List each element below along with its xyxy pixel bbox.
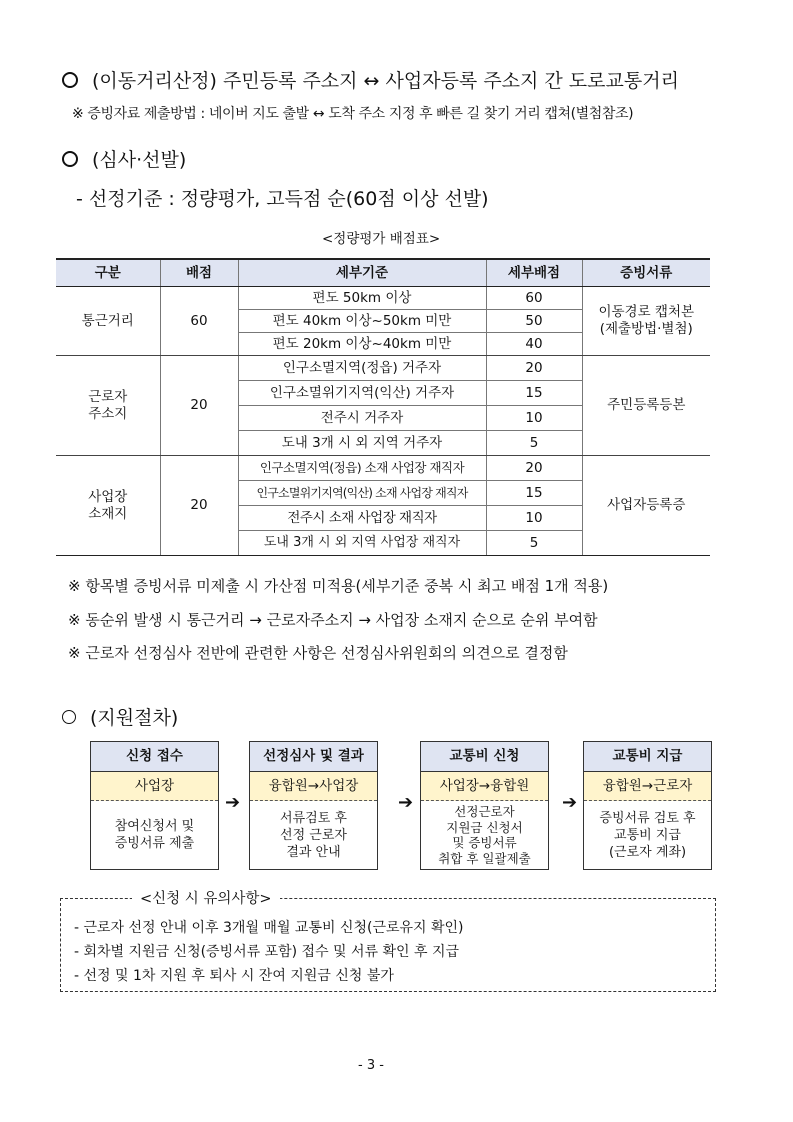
page-number: - 3 - bbox=[358, 1058, 384, 1073]
step-description: 서류검토 후 선정 근로자 결과 안내 bbox=[280, 810, 347, 860]
points-cell: 10 bbox=[486, 406, 582, 431]
circle-bullet-icon bbox=[62, 72, 78, 88]
evidence-note: ※ 증빙자료 제출방법 : 네이버 지도 출발 ↔ 도착 주소 지정 후 빠른 길 찾기 거리 캡쳐(별첨참조) bbox=[72, 106, 634, 122]
table-caption: <정량평가 배점표> bbox=[322, 231, 441, 247]
table-note: ※ 항목별 증빙서류 미제출 시 가산점 미적용(세부기준 중복 시 최고 배점 1개 적용) bbox=[68, 577, 609, 595]
header-category: 구분 bbox=[56, 259, 160, 287]
criterion-cell: 전주시 소재 사업장 재직자 bbox=[238, 506, 486, 531]
circle-bullet-icon bbox=[62, 710, 76, 724]
criterion-cell: 편도 20km 이상~40km 미만 bbox=[238, 333, 486, 356]
criterion-cell: 인구소멸위기지역(익산) 소재 사업장 재직자 bbox=[238, 481, 486, 506]
arrow-right-icon: ➔ bbox=[225, 792, 241, 813]
criterion-cell: 편도 50km 이상 bbox=[238, 287, 486, 310]
points-cell: 20 bbox=[486, 356, 582, 381]
step-actor: 융합원→사업장 bbox=[250, 772, 377, 801]
points-cell: 40 bbox=[486, 333, 582, 356]
step-actor: 사업장→융합원 bbox=[421, 772, 548, 801]
table-row bbox=[56, 287, 710, 310]
points-cell: 20 bbox=[486, 456, 582, 481]
section-heading-distance: (이동거리산정) 주민등록 주소지 ↔ 사업자등록 주소지 간 도로교통거리 bbox=[62, 66, 679, 93]
points-cell: 15 bbox=[486, 381, 582, 406]
table-header-row bbox=[56, 259, 710, 287]
notice-item: - 선정 및 1차 지원 후 퇴사 시 잔여 지원금 신청 불가 bbox=[74, 968, 394, 984]
criterion-cell: 인구소멸위기지역(익산) 거주자 bbox=[238, 381, 486, 406]
step-title: 교통비 신청 bbox=[421, 742, 548, 772]
score-cell: 20 bbox=[160, 356, 238, 456]
header-criterion: 세부기준 bbox=[238, 259, 486, 287]
header-evidence: 증빙서류 bbox=[582, 259, 710, 287]
criterion-cell: 도내 3개 시 외 지역 사업장 재직자 bbox=[238, 531, 486, 556]
step-title: 선정심사 및 결과 bbox=[250, 742, 377, 772]
step-title: 교통비 지급 bbox=[584, 742, 711, 772]
criterion-cell: 도내 3개 시 외 지역 거주자 bbox=[238, 431, 486, 456]
step-description: 증빙서류 검토 후 교통비 지급 (근로자 계좌) bbox=[599, 810, 696, 860]
criterion-cell: 인구소멸지역(정읍) 소재 사업장 재직자 bbox=[238, 456, 486, 481]
process-step-apply bbox=[90, 741, 219, 870]
notice-item: - 근로자 선정 안내 이후 3개월 매월 교통비 신청(근로유지 확인) bbox=[74, 920, 464, 936]
points-cell: 5 bbox=[486, 431, 582, 456]
notice-item: - 회차별 지원금 신청(증빙서류 포함) 접수 및 서류 확인 후 지급 bbox=[74, 944, 460, 960]
score-table bbox=[56, 258, 710, 556]
points-cell: 10 bbox=[486, 506, 582, 531]
table-row bbox=[56, 456, 710, 481]
category-cell: 통근거리 bbox=[56, 287, 160, 356]
points-cell: 60 bbox=[486, 287, 582, 310]
criterion-cell: 인구소멸지역(정읍) 거주자 bbox=[238, 356, 486, 381]
step-description: 참여신청서 및 증빙서류 제출 bbox=[114, 819, 195, 851]
step-title: 신청 접수 bbox=[91, 742, 218, 772]
category-cell: 사업장 소재지 bbox=[56, 456, 160, 556]
section-heading-screening: (심사·선발) bbox=[62, 145, 186, 172]
circle-bullet-icon bbox=[62, 151, 78, 167]
evidence-cell: 이동경로 캡처본 (제출방법·별첨) bbox=[582, 287, 710, 356]
header-score: 배점 bbox=[160, 259, 238, 287]
table-row bbox=[56, 356, 710, 381]
arrow-right-icon: ➔ bbox=[562, 792, 578, 813]
notice-title: <신청 시 유의사항> bbox=[132, 887, 280, 908]
category-cell: 근로자 주소지 bbox=[56, 356, 160, 456]
process-step-request bbox=[420, 741, 549, 870]
score-cell: 60 bbox=[160, 287, 238, 356]
points-cell: 5 bbox=[486, 531, 582, 556]
section-heading-procedure: (지원절차) bbox=[62, 703, 178, 730]
points-cell: 50 bbox=[486, 310, 582, 333]
arrow-right-icon: ➔ bbox=[398, 792, 414, 813]
step-description: 선정근로자 지원금 신청서 및 증빙서류 취합 후 일괄제출 bbox=[438, 804, 531, 866]
table-note: ※ 근로자 선정심사 전반에 관련한 사항은 선정심사위원회의 의견으로 결정함 bbox=[68, 644, 568, 662]
process-step-review bbox=[249, 741, 378, 870]
criterion-cell: 편도 40km 이상~50km 미만 bbox=[238, 310, 486, 333]
selection-criteria: - 선정기준 : 정량평가, 고득점 순(60점 이상 선발) bbox=[76, 188, 489, 210]
score-cell: 20 bbox=[160, 456, 238, 556]
step-actor: 융합원→근로자 bbox=[584, 772, 711, 801]
evidence-cell: 사업자등록증 bbox=[582, 456, 710, 556]
evidence-cell: 주민등록등본 bbox=[582, 356, 710, 456]
table-note: ※ 동순위 발생 시 통근거리 → 근로자주소지 → 사업장 소재지 순으로 순위 부여함 bbox=[68, 611, 598, 629]
step-actor: 사업장 bbox=[91, 772, 218, 801]
header-points: 세부배점 bbox=[486, 259, 582, 287]
points-cell: 15 bbox=[486, 481, 582, 506]
criterion-cell: 전주시 거주자 bbox=[238, 406, 486, 431]
process-step-payment bbox=[583, 741, 712, 870]
